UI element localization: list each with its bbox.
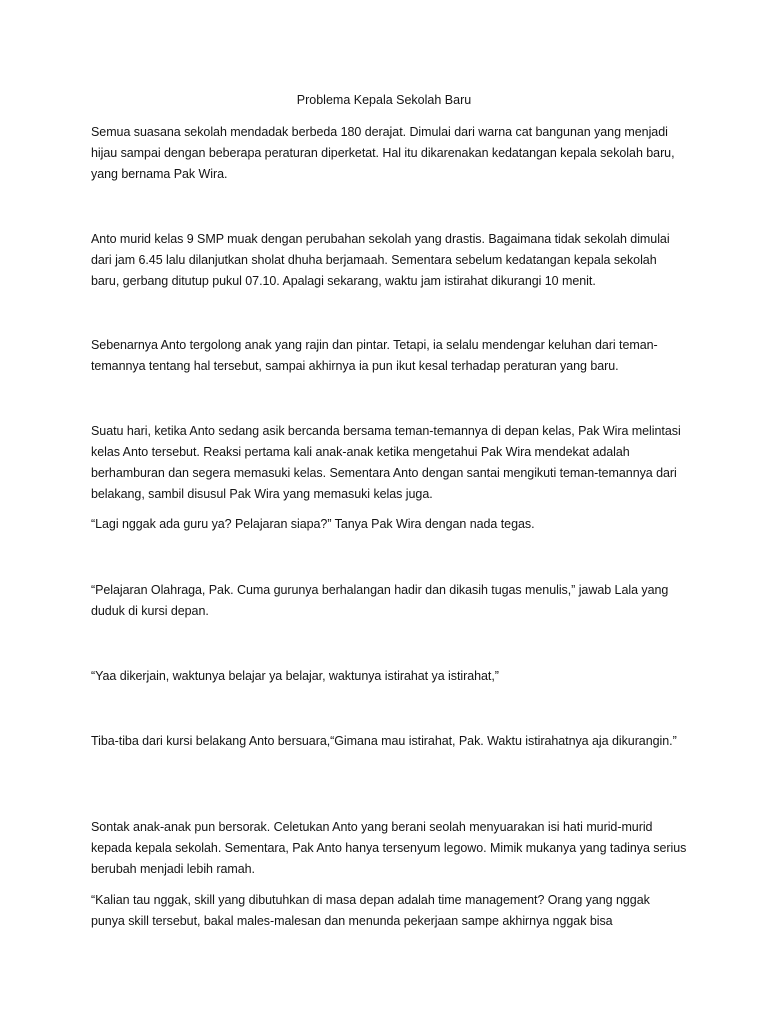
paragraph-6: “Pelajaran Olahraga, Pak. Cuma gurunya berhalangan hadir dan dikasih tugas menulis,” jawab Lala yang duduk di kursi depan.	[91, 583, 669, 618]
paragraph-7: “Yaa dikerjain, waktunya belajar ya belajar, waktunya istirahat ya istirahat,”	[91, 669, 499, 683]
paragraph-10: “Kalian tau nggak, skill yang dibutuhkan di masa depan adalah time management? Orang yang nggak punya skill tersebut, bakal males-malesan dan menunda pekerjaan sampe akhirnya nggak bisa	[91, 893, 650, 928]
paragraph-5: “Lagi nggak ada guru ya? Pelajaran siapa?” Tanya Pak Wira dengan nada tegas.	[91, 517, 535, 531]
paragraph-2: Anto murid kelas 9 SMP muak dengan perubahan sekolah yang drastis. Bagaimana tidak sekolah dimulai dari jam 6.45 lalu dilanjutkan sholat dhuha berjamaah. Sementara sebelum kedatangan kepala sekolah baru, gerbang ditutup pukul 07.10. Apalagi sekarang, waktu jam istirahat dikurangi 10 menit.	[91, 232, 670, 288]
paragraph-9: Sontak anak-anak pun bersorak. Celetukan Anto yang berani seolah menyuarakan isi hati murid-murid kepada kepala sekolah. Sementara, Pak Anto hanya tersenyum legowo. Mimik mukanya yang tadinya serius berubah menjadi lebih ramah.	[91, 820, 687, 876]
paragraph-1: Semua suasana sekolah mendadak berbeda 180 derajat. Dimulai dari warna cat bangunan yang menjadi hijau sampai dengan beberapa peraturan diperketat. Hal itu dikarenakan kedatangan kepala sekolah baru, yang bernama Pak Wira.	[91, 125, 675, 181]
paragraph-3: Sebenarnya Anto tergolong anak yang rajin dan pintar. Tetapi, ia selalu mendengar keluhan dari teman-temannya tentang hal tersebut, sampai akhirnya ia pun ikut kesal terhadap peraturan yang baru.	[91, 338, 658, 373]
paragraph-4: Suatu hari, ketika Anto sedang asik bercanda bersama teman-temannya di depan kelas, Pak Wira melintasi kelas Anto tersebut. Reaksi pertama kali anak-anak ketika mengetahui Pak Wira mendekat adalah berhamburan dan segera memasuki kelas. Sementara Anto dengan santai mengikuti teman-temannya dari belakang, sambil disusul Pak Wira yang memasuki kelas juga.	[91, 424, 681, 501]
document-title: Problema Kepala Sekolah Baru	[296, 93, 472, 107]
paragraph-8: Tiba-tiba dari kursi belakang Anto bersuara,“Gimana mau istirahat, Pak. Waktu istirahatnya aja dikurangin.”	[91, 734, 677, 748]
